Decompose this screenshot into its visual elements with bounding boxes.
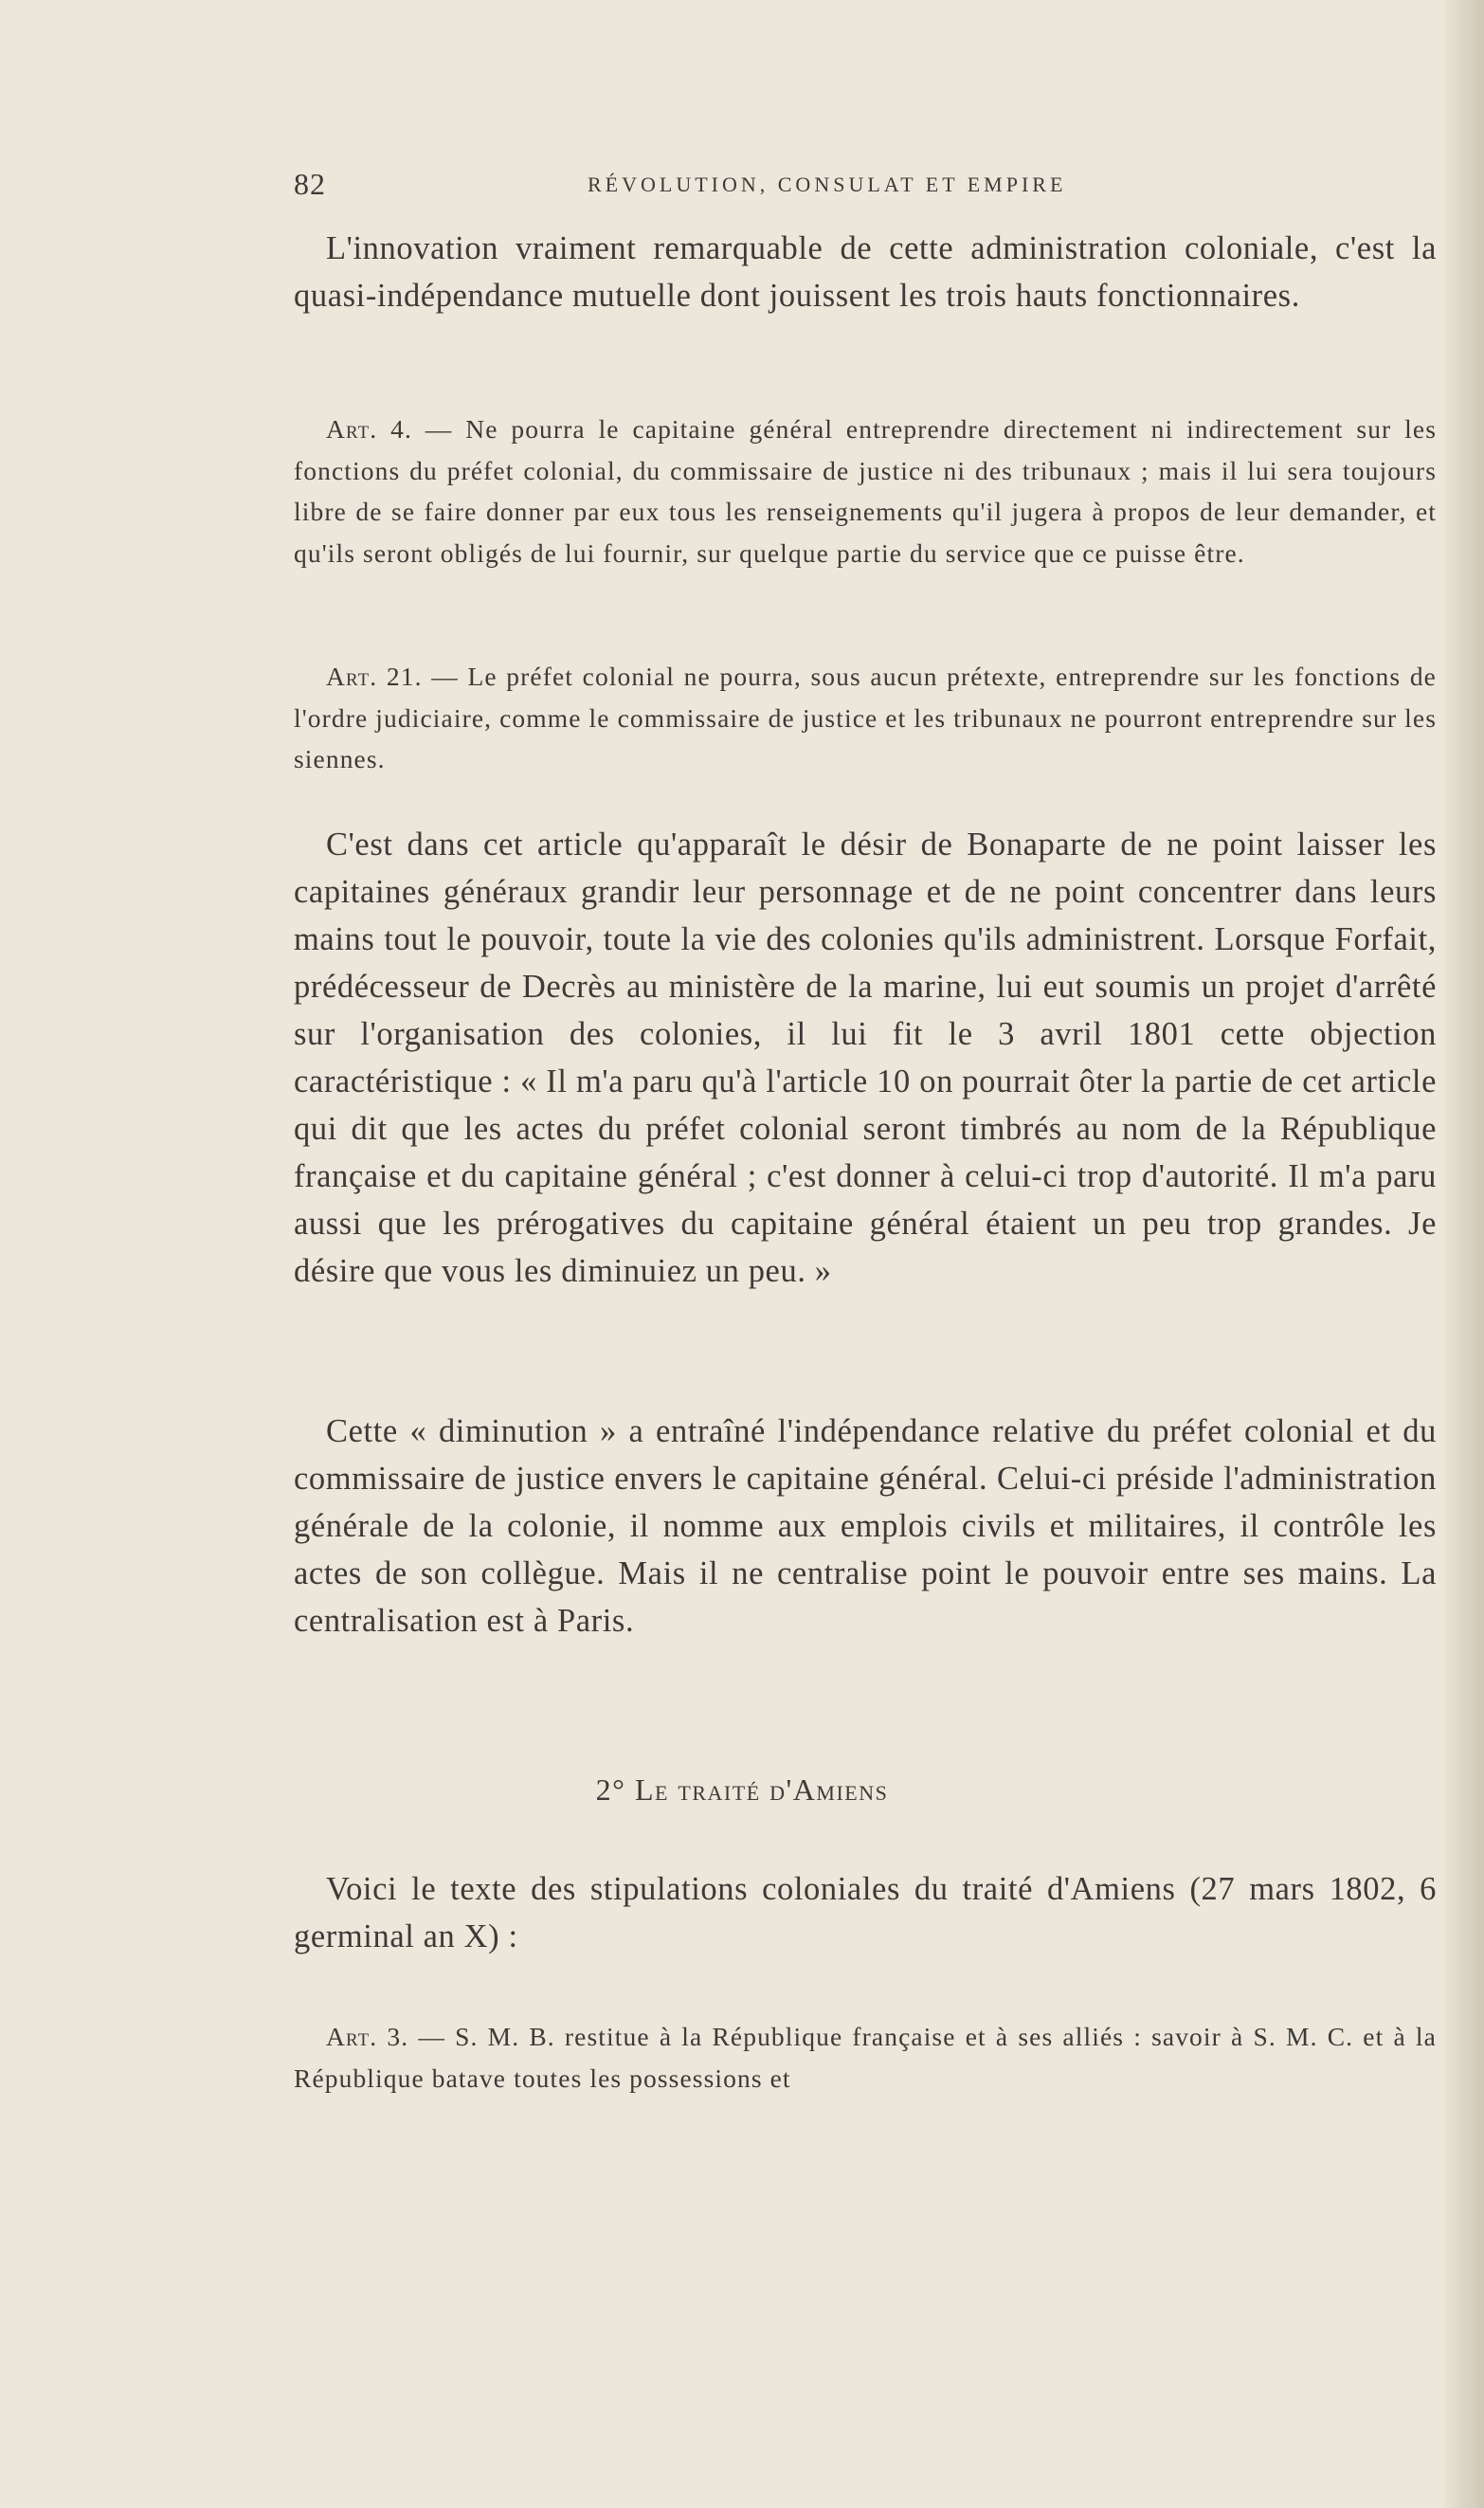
quoted-article-3: [294, 2016, 1437, 2099]
page-edge-shadow: [1444, 0, 1484, 2508]
section-heading: [0, 1772, 1484, 1808]
running-head: RÉVOLUTION, CONSULAT ET EMPIRE: [588, 173, 1067, 196]
paragraph-innovation: L'innovation vraiment remarquable de cette administration coloniale, c'est la quasi-indépendance mutuelle dont jouissent les trois hauts fonctionnaires.: [294, 230, 1437, 314]
article-4-label: Art. 4.: [326, 414, 412, 444]
quoted-article-4: [294, 409, 1437, 573]
section-title: Le traité d'Amiens: [634, 1772, 889, 1807]
page-number: 82: [294, 167, 326, 201]
paragraph-bonaparte: C'est dans cet article qu'apparaît le désir de Bonaparte de ne point laisser les capitaines généraux grandir leur personnage et de ne point concentrer dans leurs mains tout le pouvoir, toute la vie des colonies qu'ils administrent. Lorsque Forfait, prédécesseur de Decrès au ministère de la marine, lui eut soumis un projet d'arrêté sur l'organisation des colonies, il lui fit le 3 avril 1801 cette objection caractéristique : « Il m'a paru qu'à l'article 10 on pourrait ôter la partie de cet article qui dit que les actes du préfet colonial seront timbrés au nom de la République française et du capitaine général ; c'est donner à celui-ci trop d'autorité. Il m'a paru aussi que les prérogatives du capitaine général étaient un peu trop grandes. Je désire que vous les diminuiez un peu. »: [294, 827, 1437, 1289]
paragraph-diminution: Cette « diminution » a entraîné l'indépendance relative du préfet colonial et du commissaire de justice envers le capitaine général. Celui-ci préside l'administration générale de la colonie, il nomme aux emplois civils et militaires, il contrôle les actes de son collègue. Mais il ne centralise point le pouvoir entre ses mains. La centralisation est à Paris.: [294, 1413, 1437, 1639]
article-4-text: — Ne pourra le capitaine général entreprendre directement ni indirectement sur les fonctions du préfet colonial, du commissaire de justice ni des tribunaux ; mais il lui sera toujours libre de se faire donner par eux tous les renseignements qu'il jugera à propos de leur demander, et qu'ils seront obligés de lui fournir, sur quelque partie du service que ce puisse être.: [294, 414, 1437, 568]
article-3-text: — S. M. B. restitue à la République française et à ses alliés : savoir à S. M. C. et à la République batave toutes les possessions et: [294, 2022, 1437, 2093]
quoted-article-21: [294, 656, 1437, 780]
article-3-label: Art. 3.: [326, 2022, 409, 2051]
article-21-label: Art. 21.: [326, 662, 423, 691]
paragraph-traite-amiens: Voici le texte des stipulations coloniales du traité d'Amiens (27 mars 1802, 6 germinal an X) :: [294, 1871, 1437, 1954]
section-number: 2°: [595, 1772, 626, 1807]
article-21-text: — Le préfet colonial ne pourra, sous aucun prétexte, entreprendre sur les fonctions de l'ordre judiciaire, comme le commissaire de justice et les tribunaux ne pourront entreprendre sur les siennes.: [294, 662, 1437, 773]
page-header: [294, 167, 1437, 205]
